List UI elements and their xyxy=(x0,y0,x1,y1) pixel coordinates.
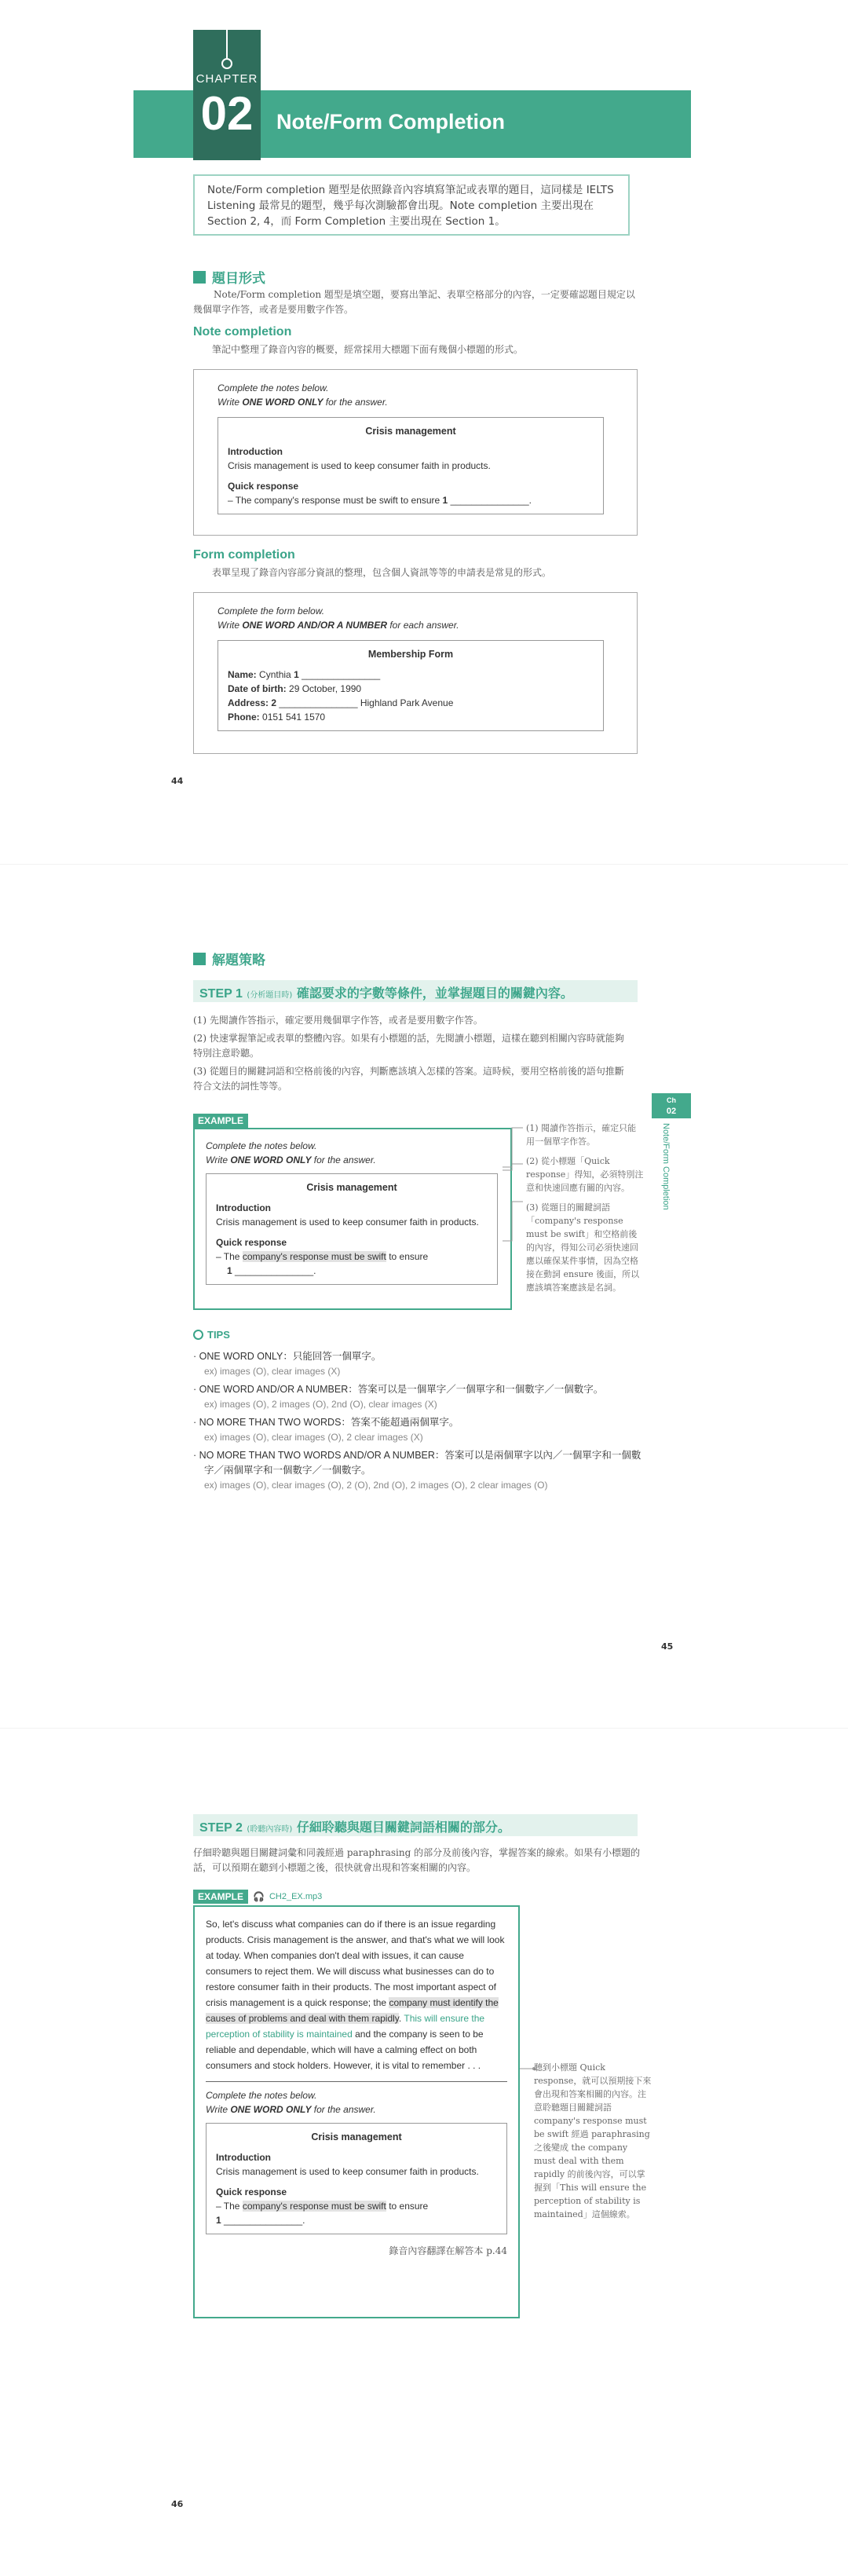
tip-item: · NO MORE THAN TWO WORDS：答案不能超過兩個單字。 xyxy=(193,1417,459,1428)
notes-heading: Introduction xyxy=(216,1202,271,1213)
instruction: Complete the notes below. xyxy=(206,1140,317,1151)
page-number: 45 xyxy=(661,1641,674,1652)
answer-blank: _______________. xyxy=(235,1265,316,1276)
lightbulb-icon xyxy=(193,1330,203,1340)
form-example-box xyxy=(193,592,638,754)
step2-annotation: 聽到小標題 Quick response，就可以預期接下來會出現和答案相關的內容。注意聆聽題目關鍵詞語 company's response must be swift 經過 paraphrasing 之後變成 the company must deal with them rapidly 的前後內容，可以掌握到「This will ensure the perception of stability is maintained」這個線索。 xyxy=(534,2062,652,2219)
notes-blank-line: 1 _______________. xyxy=(216,2215,305,2226)
form-completion-title: Form completion xyxy=(193,548,295,562)
square-icon xyxy=(193,953,206,965)
notes-line: Crisis management is used to keep consumer faith in products. xyxy=(216,1217,479,1228)
transcript-clue: This will ensure the perception of stability is maintained xyxy=(206,2013,485,2040)
point-item: (1) 先閱讀作答指示，確定要用幾個單字作答，或者是要用數字作答。 xyxy=(193,1015,483,1026)
note-completion-title: Note completion xyxy=(193,325,292,338)
intro-box xyxy=(193,174,630,236)
chapter-side-tab: Ch 02 xyxy=(652,1093,691,1118)
section-title-strategy xyxy=(193,949,265,968)
answer-blank: _______________. xyxy=(224,2215,305,2226)
form-row: Address: 2 _______________ Highland Park Avenue xyxy=(228,697,454,708)
tip-item: · ONE WORD AND/OR A NUMBER：答案可以是一個單字／一個單字和一個數字／一個數字。 xyxy=(193,1384,604,1395)
section-desc: Note/Form completion 題型是填空題，要寫出筆記、表單空格部分的內容，一定要確認題目規定以幾個單字作答，或者是要用數字作答。 xyxy=(193,289,635,315)
footnote: 錄音內容翻譯在解答本 p.44 xyxy=(389,2245,507,2256)
tips-list xyxy=(193,1349,649,1493)
divider xyxy=(206,2081,507,2082)
notes-heading: Introduction xyxy=(216,2152,271,2163)
step1-bar xyxy=(193,980,638,1002)
example-tag: EXAMPLE xyxy=(193,1114,248,1128)
notes-heading: Quick response xyxy=(216,2186,287,2197)
annotation-connector xyxy=(520,2066,535,2113)
transcript-highlight: company must identify the causes of problems and deal with them rapidly xyxy=(206,1997,499,2024)
audio-track-label[interactable]: CH2_EX.mp3 xyxy=(269,1892,323,1901)
step1-points xyxy=(193,1013,633,1094)
notes-line-gap: – The company's response must be swift to ensure xyxy=(216,1251,429,1262)
hanging-line xyxy=(226,30,228,60)
tip-example: ex) images (O), clear images (O), 2 clear images (X) xyxy=(204,1432,423,1443)
section-title-text: 解題策略 xyxy=(212,953,265,968)
note-completion-desc: 筆記中整理了錄音內容的概要，經常採用大標題下面有幾個小標題的形式。 xyxy=(212,344,524,355)
page-number: 44 xyxy=(171,776,184,786)
step1-example-box xyxy=(193,1128,512,1310)
notes-line: Crisis management is used to keep consumer faith in products. xyxy=(216,2166,479,2177)
form-completion-desc: 表單呈現了錄音內容部分資訊的整理，包含個人資訊等等的申請表是常見的形式。 xyxy=(212,567,552,578)
point-item: (2) 快速掌握筆記或表單的整體內容。如果有小標題的話，先閱讀小標題，這樣在聽到相關內容時就能夠特別注意聆聽。 xyxy=(193,1033,624,1059)
tip-example: ex) images (O), clear images (O), 2 (O), 2nd (O), 2 images (O), 2 clear images (O) xyxy=(204,1480,548,1491)
headphones-icon[interactable]: 🎧 xyxy=(253,1891,265,1902)
instruction-word-limit: Write ONE WORD ONLY for the answer. xyxy=(206,1154,376,1165)
notes-line-gap: – The company's response must be swift to ensure 1 _______________. xyxy=(228,495,532,506)
notes-title: Crisis management xyxy=(306,1182,397,1193)
page-number: 46 xyxy=(171,2499,184,2509)
chapter-label: CHAPTER xyxy=(196,72,258,86)
annotation-item: (3) 從題目的關鍵詞語「company's response must be swift」和空格前後的內容，得知公司必須快速回應以確保某件事情，因為空格接在動詞 ensure 後面，所以應該填答案應該是名詞。 xyxy=(526,1202,640,1293)
notes-line: Crisis management is used to keep consumer faith in products. xyxy=(228,460,491,471)
tip-item: · NO MORE THAN TWO WORDS AND/OR A NUMBER：答案可以是兩個單字以內／一個單字和一個數字／兩個單字和一個數字／一個數字。 xyxy=(193,1450,641,1476)
intro-text: Note/Form completion 題型是依照錄音內容填寫筆記或表單的題目，這同樣是 IELTS Listening 最常見的題型，幾乎每次測驗都會出現。Note completion 主要出現在 Section 2, 4，而 Form Completion 主要出現在 Section 1。 xyxy=(207,184,614,228)
page-divider xyxy=(0,1728,848,1729)
tip-example: ex) images (O), 2 images (O), 2nd (O), clear images (X) xyxy=(204,1399,437,1410)
answer-blank: _______________. xyxy=(450,495,532,506)
section-title-format xyxy=(193,267,265,287)
chapter-number: 02 xyxy=(200,87,254,140)
instruction: Complete the notes below. xyxy=(217,382,329,393)
example-header xyxy=(193,1890,322,1904)
annotation-item: (2) 從小標題「Quick response」得知，必須特別注意和快速回應有關的內容。 xyxy=(526,1156,644,1193)
tip-item: · ONE WORD ONLY：只能回答一個單字。 xyxy=(193,1351,382,1362)
notes-panel xyxy=(217,417,604,514)
ring-icon xyxy=(221,58,232,69)
tips-heading: TIPS xyxy=(193,1329,230,1341)
example-tag: EXAMPLE xyxy=(193,1890,248,1904)
transcript: So, let's discuss what companies can do if there is an issue regarding products. Crisis management is the answer, and that's what we will look at today. When companies don't deal with issues, it can cause consumers to reject them. We will discuss what businesses can do to restore consumer faith in their products. The most important aspect of crisis management is a quick response; the company must identify the causes of problems and deal with them rapidly. This will ensure the perception of stability is maintained and the company is seen to be reliable and dependable, which will have a calming effect on both consumers and stock holders. However, it is vital to remember . . . xyxy=(206,1919,505,2071)
form-panel xyxy=(217,640,604,731)
step2-desc: 仔細聆聽與題目關鍵詞彙和同義經過 paraphrasing 的部分及前後內容，掌握答案的線索。如果有小標題的話，可以預期在聽到小標題之後，很快就會出現和答案相關的內容。 xyxy=(193,1847,641,1873)
annotation-list xyxy=(526,1122,644,1294)
annotation-connectors xyxy=(503,1123,526,1272)
section-title-text: 題目形式 xyxy=(212,271,265,287)
notes-blank-line: 1 _______________. xyxy=(227,1265,316,1276)
form-title: Membership Form xyxy=(367,649,454,660)
chapter-side-label: Note/Form Completion xyxy=(661,1123,671,1210)
note-example-box xyxy=(193,369,638,536)
chapter-title: Note/Form Completion xyxy=(276,110,505,134)
instruction: Complete the notes below. xyxy=(206,2090,317,2101)
chapter-tab xyxy=(193,30,261,160)
step2-heading: STEP 2 (聆聽內容時) 仔細聆聽與題目關鍵詞語相關的部分。 xyxy=(199,1820,510,1835)
square-icon xyxy=(193,271,206,284)
step1-heading: STEP 1 (分析題目時) 確認要求的字數等條件，並掌握題目的關鍵內容。 xyxy=(199,986,573,1001)
notes-heading: Quick response xyxy=(228,481,299,492)
instruction-word-limit: Write ONE WORD AND/OR A NUMBER for each answer. xyxy=(217,620,459,631)
annotation-item: (1) 閱讀作答指示，確定只能用一個單字作答。 xyxy=(526,1123,637,1147)
notes-line-gap: – The company's response must be swift to ensure xyxy=(216,2201,429,2212)
form-row: Name: Cynthia 1 _______________ xyxy=(228,669,381,680)
instruction-word-limit: Write ONE WORD ONLY for the answer. xyxy=(217,397,388,408)
notes-title: Crisis management xyxy=(311,2131,402,2142)
notes-heading: Introduction xyxy=(228,446,283,457)
notes-heading: Quick response xyxy=(216,1237,287,1248)
form-row: Date of birth: 29 October, 1990 xyxy=(228,683,362,694)
instruction-word-limit: Write ONE WORD ONLY for the answer. xyxy=(206,2104,376,2115)
notes-title: Crisis management xyxy=(365,426,456,437)
notes-panel xyxy=(206,1173,498,1285)
form-row: Phone: 0151 541 1570 xyxy=(228,712,326,723)
point-item: (3) 從題目的關鍵詞語和空格前後的內容，判斷應該填入怎樣的答案。這時候，要用空格前後的語句推斷符合文法的詞性等等。 xyxy=(193,1066,624,1092)
tip-example: ex) images (O), clear images (X) xyxy=(204,1366,341,1377)
step2-example-box xyxy=(193,1905,520,2318)
notes-panel xyxy=(206,2123,507,2234)
step2-bar xyxy=(193,1814,638,1836)
page-divider xyxy=(0,864,848,865)
instruction: Complete the form below. xyxy=(217,606,325,617)
